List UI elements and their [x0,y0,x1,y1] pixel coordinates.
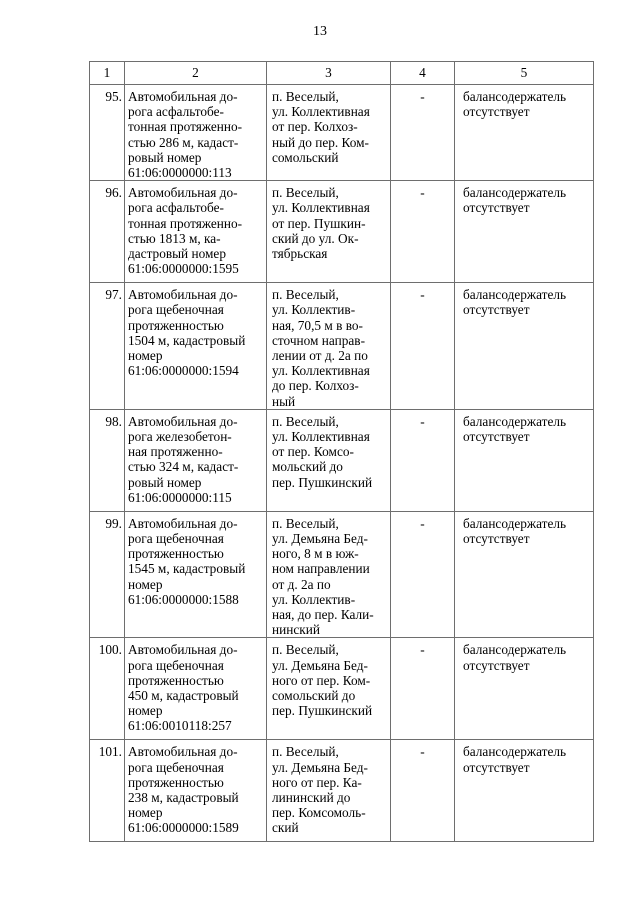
location-line: лининский до [272,790,351,806]
road-name-line: 238 м, кадастровый [128,790,239,806]
location-line: ная, до пер. Кали- [272,607,374,623]
location-line: п. Веселый, [272,515,339,531]
holder-line: отсутствует [463,200,530,216]
location-line: лении от д. 2а по [272,348,368,364]
location-line: ная, 70,5 м в во- [272,317,363,333]
road-name-line: Автомобильная до- [128,642,238,658]
header-col-2: 2 [125,62,267,85]
location-line: ул. Коллективная [272,200,370,216]
road-name-line: Автомобильная до- [128,185,238,201]
location-line: ский [272,820,299,836]
holder-cell [455,85,594,181]
header-row [90,62,594,85]
registration-cell: - [391,511,455,638]
row-number: 100. [90,638,125,740]
road-name-cell [125,85,267,181]
holder-line: отсутствует [463,302,530,318]
header-col-3: 3 [267,62,391,85]
table-row [90,181,594,283]
holder-cell [455,283,594,410]
road-name-line: ная протяженно- [128,444,223,460]
road-name-line: номер [128,348,163,364]
location-cell [267,85,391,181]
location-line: ный до пер. Ком- [272,134,369,150]
road-name-line: Автомобильная до- [128,287,238,303]
road-name-line: 61:06:0000000:1589 [128,820,239,836]
page-number: 13 [313,24,327,39]
holder-line: отсутствует [463,429,530,445]
road-name-line: дастровый номер [128,246,226,262]
holder-cell [455,511,594,638]
header-col-1: 1 [90,62,125,85]
holder-line: балансодержатель [463,744,567,760]
road-register-table [89,61,594,842]
location-line: до пер. Колхоз- [272,378,359,394]
road-name-line: рога железобетон- [128,429,232,445]
location-line: ул. Коллективная [272,363,370,379]
location-line: сомольский [272,149,339,165]
holder-cell [455,740,594,842]
holder-cell [455,181,594,283]
road-name-line: номер [128,805,163,821]
location-line: сомольский до [272,688,356,704]
row-number: 101. [90,740,125,842]
holder-line: балансодержатель [463,287,567,303]
location-line: п. Веселый, [272,642,339,658]
road-name-line: 1545 м, кадастровый [128,561,246,577]
road-name-line: ровый номер [128,474,202,490]
header-col-4: 4 [391,62,455,85]
road-name-line: тонная протяженно- [128,215,243,231]
road-name-cell [125,511,267,638]
header-col-5: 5 [455,62,594,85]
location-line: от пер. Пушкин- [272,215,366,231]
location-cell [267,283,391,410]
location-line: нинский [272,622,320,638]
road-name-line: ровый номер [128,149,202,165]
road-name-line: 61:06:0000000:1594 [128,363,239,379]
road-name-line: протяженностью [128,546,224,562]
location-line: пер. Пушкинский [272,703,373,719]
location-line: п. Веселый, [272,413,339,429]
location-line: п. Веселый, [272,89,339,104]
location-line: сточном направ- [272,332,365,348]
road-name-line: Автомобильная до- [128,744,238,760]
holder-line: балансодержатель [463,515,567,531]
location-cell [267,740,391,842]
road-name-line: рога асфальтобе- [128,200,224,216]
registration-cell: - [391,85,455,181]
road-name-cell [125,283,267,410]
location-line: ул. Коллективная [272,104,370,120]
location-line: от д. 2а по [272,576,331,592]
road-name-line: рога щебеночная [128,657,224,673]
road-name-line: рога щебеночная [128,531,224,547]
road-name-line: Автомобильная до- [128,89,238,104]
holder-line: балансодержатель [463,89,567,104]
road-name-cell [125,181,267,283]
table-row [90,409,594,511]
road-name-line: стью 1813 м, ка- [128,230,221,246]
table-row [90,511,594,638]
location-line: ул. Коллектив- [272,591,356,607]
road-name-line: протяженностью [128,774,224,790]
row-number: 99. [90,511,125,638]
location-line: ул. Коллективная [272,429,370,445]
location-line: ного, 8 м в юж- [272,546,359,562]
location-line: ном направлении [272,561,370,577]
road-name-line: 450 м, кадастровый [128,688,239,704]
location-cell [267,181,391,283]
location-line: пер. Пушкинский [272,474,373,490]
table-row [90,85,594,181]
location-line: п. Веселый, [272,287,339,303]
row-number: 95. [90,85,125,181]
road-name-line: 61:06:0000000:115 [128,489,232,505]
location-line: ул. Демьяна Бед- [272,759,368,775]
location-line: тябрьская [272,246,328,262]
road-name-line: Автомобильная до- [128,413,238,429]
road-name-line: Автомобильная до- [128,515,238,531]
road-name-cell [125,409,267,511]
registration-cell: - [391,283,455,410]
location-line: мольский до [272,459,343,475]
location-line: ул. Коллектив- [272,302,356,318]
location-line: ного от пер. Ка- [272,774,362,790]
location-line: ного от пер. Ком- [272,672,371,688]
holder-line: отсутствует [463,104,530,120]
table-row [90,283,594,410]
road-name-line: стью 324 м, кадаст- [128,459,239,475]
road-name-line: протяженностью [128,672,224,688]
registration-cell: - [391,409,455,511]
holder-cell [455,409,594,511]
location-line: ул. Демьяна Бед- [272,531,368,547]
location-cell [267,409,391,511]
road-name-cell [125,638,267,740]
road-name-line: рога щебеночная [128,302,224,318]
road-name-line: рога щебеночная [128,759,224,775]
road-name-line: 1504 м, кадастровый [128,332,246,348]
road-name-line: стью 286 м, кадаст- [128,134,239,150]
road-name-line: рога асфальтобе- [128,104,224,120]
road-name-line: 61:06:0000000:1588 [128,591,239,607]
holder-line: отсутствует [463,531,530,547]
road-name-line: тонная протяженно- [128,119,243,135]
holder-cell [455,638,594,740]
location-line: от пер. Комсо- [272,444,354,460]
table-row [90,740,594,842]
road-name-line: 61:06:0010118:257 [128,718,232,734]
holder-line: балансодержатель [463,642,567,658]
registration-cell: - [391,181,455,283]
road-name-line: 61:06:0000000:113 [128,165,232,181]
row-number: 96. [90,181,125,283]
holder-line: отсутствует [463,759,530,775]
table-row [90,638,594,740]
holder-line: отсутствует [463,657,530,673]
road-name-line: протяженностью [128,317,224,333]
holder-line: балансодержатель [463,185,567,201]
location-line: п. Веселый, [272,744,339,760]
registration-cell: - [391,740,455,842]
location-cell [267,638,391,740]
row-number: 98. [90,409,125,511]
holder-line: балансодержатель [463,413,567,429]
road-name-line: номер [128,703,163,719]
location-line: пер. Комсомоль- [272,805,366,821]
road-name-line: номер [128,576,163,592]
location-line: ский до ул. Ок- [272,230,359,246]
location-line: от пер. Колхоз- [272,119,358,135]
location-line: п. Веселый, [272,185,339,201]
location-cell [267,511,391,638]
row-number: 97. [90,283,125,410]
road-name-line: 61:06:0000000:1595 [128,261,239,277]
registration-cell: - [391,638,455,740]
road-name-cell [125,740,267,842]
location-line: ул. Демьяна Бед- [272,657,368,673]
location-line: ный [272,393,296,409]
